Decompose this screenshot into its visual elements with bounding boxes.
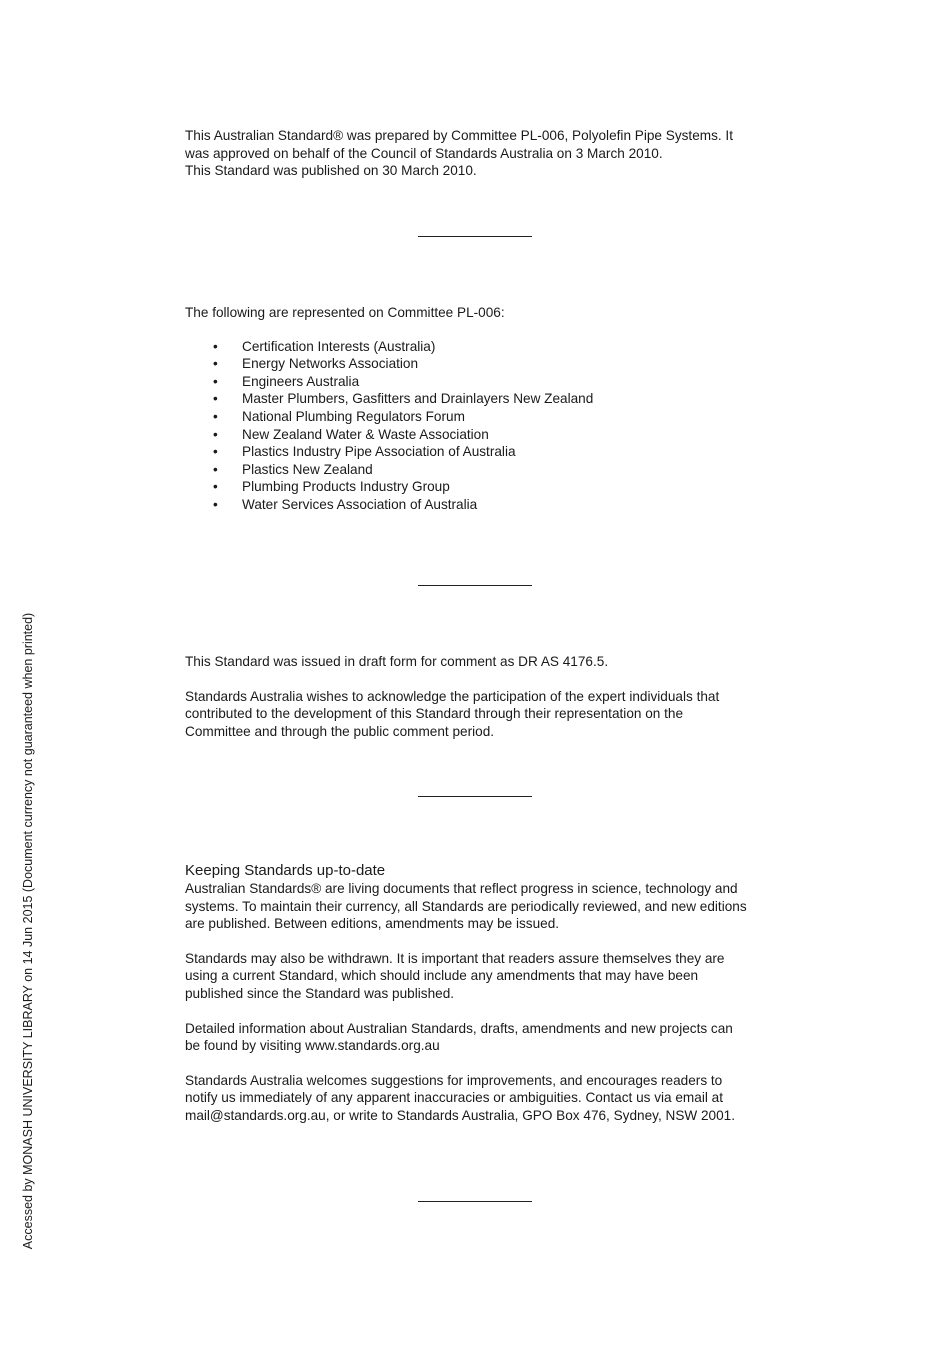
member-name: Plastics New Zealand	[242, 461, 373, 477]
member-name: Energy Networks Association	[242, 356, 419, 372]
para-line: mail@standards.org.au, or write to Standards Australia, GPO Box 476, Sydney, NSW 2001.	[185, 1107, 736, 1123]
withdrawn-paragraph	[185, 950, 775, 1003]
member-name: Plastics Industry Pipe Association of Australia	[242, 444, 516, 460]
section-divider	[418, 1201, 532, 1202]
list-item	[185, 496, 775, 514]
bullet-icon: •	[213, 373, 218, 389]
list-item	[185, 338, 775, 356]
intro-line: This Standard was published on 30 March 2010.	[185, 163, 477, 179]
bullet-icon: •	[213, 356, 218, 372]
ack-line: contributed to the development of this Standard through their representation on the	[185, 706, 684, 722]
section-divider	[418, 796, 532, 797]
para-line: published since the Standard was published.	[185, 985, 455, 1001]
committee-intro: The following are represented on Committee PL-006:	[185, 305, 505, 320]
bullet-icon: •	[213, 426, 218, 442]
draft-issued-text: This Standard was issued in draft form for comment as DR AS 4176.5.	[185, 654, 609, 669]
committee-member-list	[185, 338, 775, 514]
list-item	[185, 390, 775, 408]
member-name: New Zealand Water & Waste Association	[242, 426, 489, 442]
bullet-icon: •	[213, 496, 218, 512]
para-line: Standards may also be withdrawn. It is important that readers assure themselves they are	[185, 950, 725, 966]
uptodate-section	[185, 862, 775, 1142]
draft-section	[185, 653, 775, 740]
section-divider	[418, 585, 532, 586]
member-name: National Plumbing Regulators Forum	[242, 408, 465, 424]
uptodate-paragraph	[185, 880, 775, 933]
list-item	[185, 443, 775, 461]
acknowledgement-paragraph	[185, 688, 775, 741]
bullet-icon: •	[213, 461, 218, 477]
list-item	[185, 461, 775, 479]
para-line: systems. To maintain their currency, all Standards are periodically reviewed, and new editions	[185, 898, 747, 914]
para-line: be found by visiting www.standards.org.au	[185, 1038, 440, 1054]
bullet-icon: •	[213, 479, 218, 495]
para-line: Australian Standards® are living documents that reflect progress in science, technology and	[185, 881, 738, 896]
list-item	[185, 426, 775, 444]
list-item	[185, 478, 775, 496]
list-item	[185, 355, 775, 373]
para-line: are published. Between editions, amendments may be issued.	[185, 916, 560, 932]
list-item	[185, 373, 775, 391]
member-name: Engineers Australia	[242, 373, 360, 389]
contact-paragraph	[185, 1072, 775, 1125]
bullet-icon: •	[213, 391, 218, 407]
access-watermark: Accessed by MONASH UNIVERSITY LIBRARY on 14 Jun 2015 (Document currency not guaranteed when printed)	[21, 612, 35, 1250]
section-divider	[418, 236, 532, 237]
ack-line: Committee and through the public comment period.	[185, 723, 495, 739]
para-line: Detailed information about Australian Standards, drafts, amendments and new projects can	[185, 1020, 733, 1036]
member-name: Certification Interests (Australia)	[242, 338, 436, 354]
member-name: Master Plumbers, Gasfitters and Drainlayers New Zealand	[242, 391, 594, 407]
intro-paragraph	[185, 127, 775, 180]
intro-line: This Australian Standard® was prepared by Committee PL-006, Polyolefin Pipe Systems. It	[185, 128, 733, 143]
para-line: using a current Standard, which should include any amendments that may have been	[185, 968, 699, 984]
bullet-icon: •	[213, 444, 218, 460]
list-item	[185, 408, 775, 426]
para-line: Standards Australia welcomes suggestions for improvements, and encourages readers to	[185, 1072, 723, 1088]
bullet-icon: •	[213, 338, 218, 354]
section-heading: Keeping Standards up-to-date	[185, 862, 386, 879]
committee-section	[185, 304, 775, 514]
member-name: Water Services Association of Australia	[242, 496, 478, 512]
info-paragraph	[185, 1020, 775, 1055]
ack-line: Standards Australia wishes to acknowledge the participation of the expert individuals that	[185, 688, 720, 704]
bullet-icon: •	[213, 408, 218, 424]
member-name: Plumbing Products Industry Group	[242, 479, 450, 495]
para-line: notify us immediately of any apparent inaccuracies or ambiguities. Contact us via email at	[185, 1090, 723, 1106]
intro-line: was approved on behalf of the Council of Standards Australia on 3 March 2010.	[185, 145, 663, 161]
